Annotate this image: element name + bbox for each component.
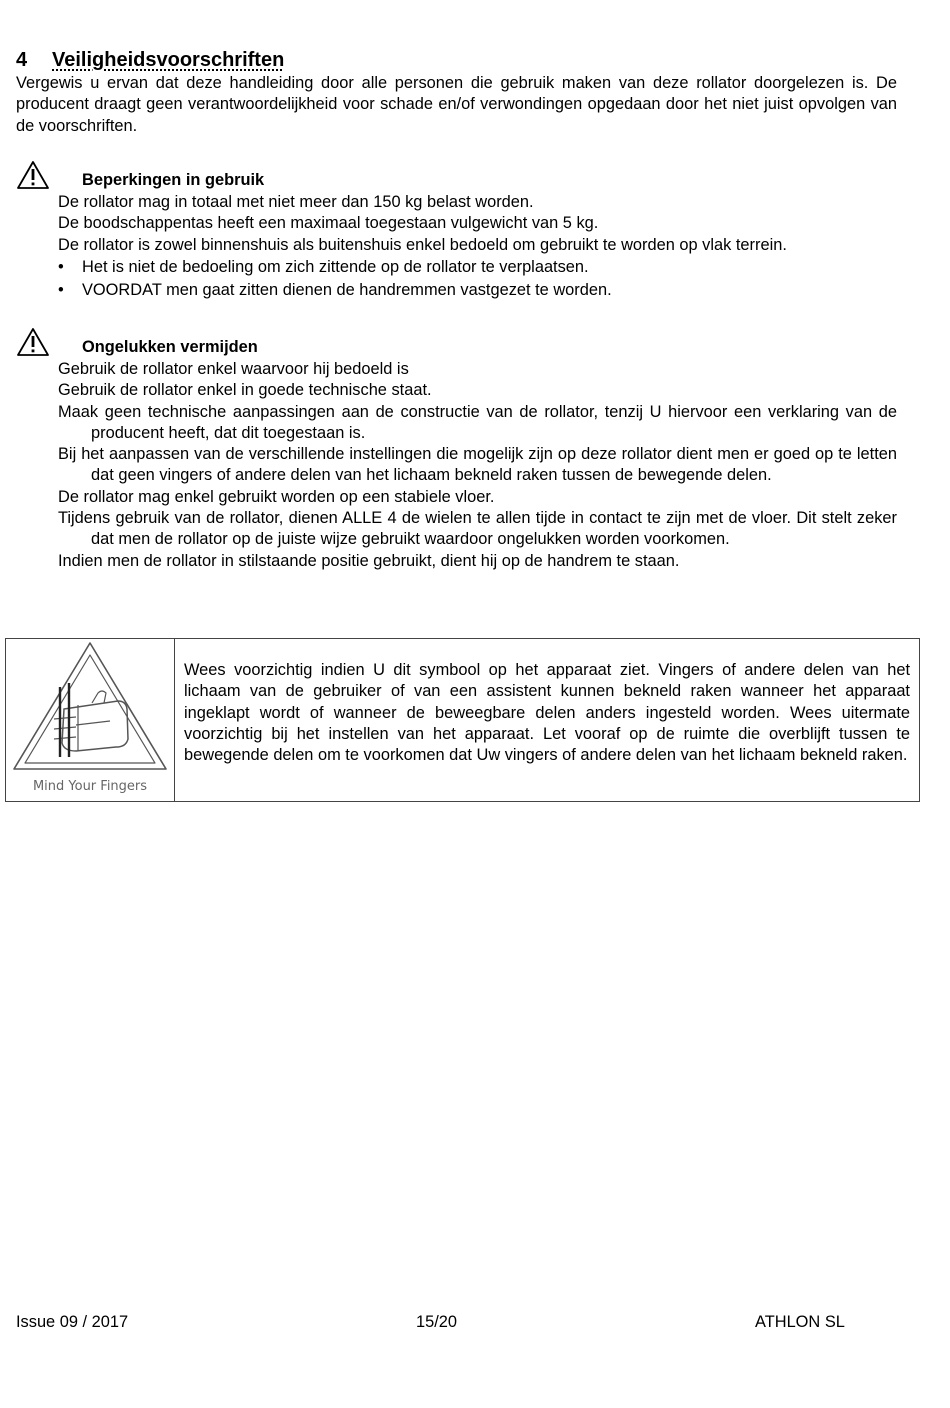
pinch-warning-text: Wees voorzichtig indien U dit symbool op het apparaat ziet. Vingers of andere delen van het lichaam van de gebruiker of van een assistent kunnen bekneld raken wanneer het apparaat ingeklapt wordt of wanneer de beweegbare delen anders ingesteld worden. Wees uitermate voorzichtig bij het instellen van het apparaat. Let vooraf op de ruimte die overblijft tussen te bewegende delen om te voorkomen dat Uw vingers of andere delen van het lichaam bekneld raken. — [184, 661, 910, 765]
section-intro: Vergewis u ervan dat deze handleiding door alle personen die gebruik maken van deze rollator doorgelezen is. De producent draagt geen verantwoordelijkheid voor schade en/of verwondingen opgedaan door het niet juist opvolgen van de voorschriften. — [16, 74, 897, 135]
beperkingen-bullet-text: Het is niet de bedoeling om zich zittende op de rollator te verplaatsen. — [82, 257, 589, 276]
beperkingen-title: Beperkingen in gebruik — [82, 171, 265, 189]
ongelukken-line: Bij het aanpassen van de verschillende instellingen die mogelijk zijn op deze rollator dient men er goed op te letten dat geen vingers of andere delen van het lichaam bekneld raken tussen de bewegende delen. — [58, 445, 897, 485]
ongelukken-line: Indien men de rollator in stilstaande positie gebruikt, dient hij op de handrem te staan. — [58, 551, 680, 570]
ongelukken-line: Tijdens gebruik van de rollator, dienen ALLE 4 de wielen te allen tijde in contact te zijn met de vloer. Dit stelt zeker dat men de rollator op de juiste wijze gebruikt waardoor ongelukken worden voorkomen. — [58, 509, 897, 549]
pinch-warning-box — [5, 638, 920, 802]
section-number: 4 — [16, 49, 28, 71]
ongelukken-body — [58, 359, 897, 572]
beperkingen-line: De rollator is zowel binnenshuis als buitenshuis enkel bedoeld om gebruikt te worden op vlak terrein. — [58, 235, 787, 254]
warning-triangle-icon — [16, 327, 50, 357]
section-heading — [16, 47, 284, 73]
ongelukken-line: Gebruik de rollator enkel in goede technische staat. — [58, 381, 432, 400]
beperkingen-bullet — [58, 280, 898, 301]
bullet-icon: • — [58, 257, 64, 276]
footer-product: ATHLON SL — [755, 1313, 845, 1331]
ongelukken-line: Maak geen technische aanpassingen aan de constructie van de rollator, tenzij U hiervoor een verklaring van de producent heeft, dat dit toegestaan is. — [58, 402, 897, 442]
warning-triangle-icon — [16, 160, 50, 190]
section-title: Veiligheidsvoorschriften — [52, 49, 285, 71]
symbol-caption: Mind Your Fingers — [32, 779, 148, 794]
footer-issue: Issue 09 / 2017 — [16, 1313, 129, 1331]
beperkingen-line: De rollator mag in totaal met niet meer dan 150 kg belast worden. — [58, 193, 534, 211]
footer-page-number: 15/20 — [416, 1313, 458, 1331]
mind-your-fingers-symbol — [6, 639, 174, 801]
page-footer — [0, 1312, 950, 1334]
beperkingen-bullet-text: VOORDAT men gaat zitten dienen de handremmen vastgezet te worden. — [82, 281, 612, 300]
beperkingen-line: De boodschappentas heeft een maximaal toegestaan vulgewicht van 5 kg. — [58, 214, 599, 233]
ongelukken-line: De rollator mag enkel gebruikt worden op een stabiele vloer. — [58, 487, 495, 506]
symbol-cell — [6, 639, 175, 801]
beperkingen-bullet — [58, 257, 898, 278]
ongelukken-title: Ongelukken vermijden — [82, 338, 258, 356]
beperkingen-body — [58, 192, 898, 301]
ongelukken-line: Gebruik de rollator enkel waarvoor hij bedoeld is — [58, 360, 409, 378]
bullet-icon: • — [58, 281, 64, 300]
